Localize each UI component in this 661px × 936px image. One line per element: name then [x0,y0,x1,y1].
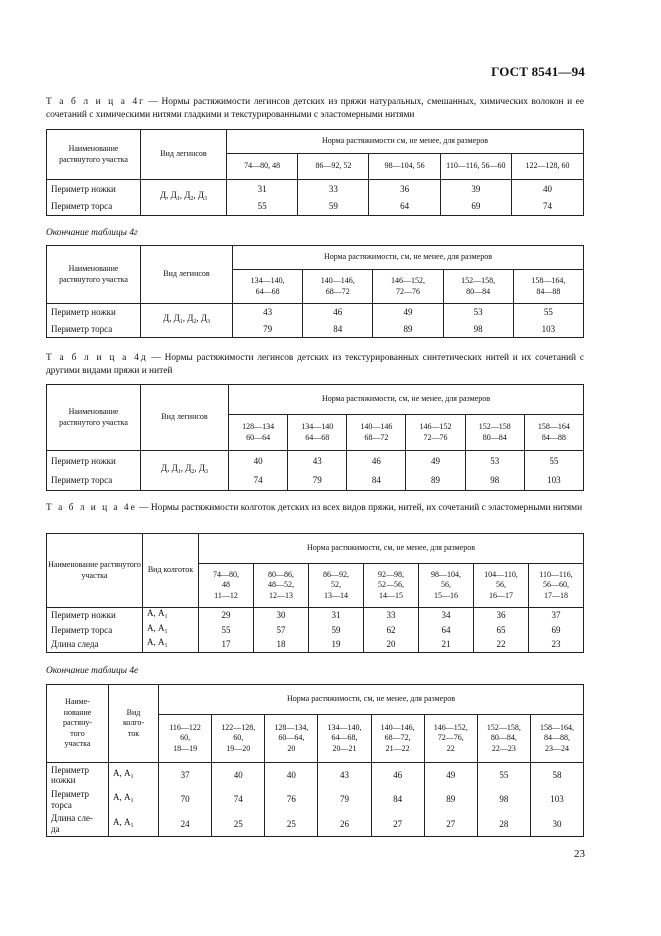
value-cell: 55 [513,304,583,321]
value-cell: 84 [347,471,406,491]
value-cell: 43 [288,451,347,471]
table-4e-caption-text: — Нормы растяжимости колготок детских из всех видов пряжи, нитей, их сочетаний с эластомерными нитями [136,503,583,513]
header-norm: Норма растяжимости, см, не менее, для размеров [229,385,584,415]
header-kind: Вид колго- ток [109,685,159,763]
size-header: 134—140, 64—68 [233,270,303,304]
row-label: Периметр ножки [47,608,143,623]
table-4g-continuation-caption: Окончание таблицы 4г [46,228,138,238]
kind-cell: А, $А_1$ [109,788,159,812]
value-cell: 69 [529,623,584,638]
value-cell: 98 [443,321,513,338]
value-cell: 55 [477,763,530,788]
value-cell: 65 [474,623,529,638]
row-label: Длина следа [47,637,143,652]
header-kind: Вид легинсов [141,130,227,180]
value-cell: 24 [159,812,212,837]
size-header: 146—152 72—76 [406,415,465,451]
table-4g [46,129,584,216]
value-cell: 40 [265,763,318,788]
value-cell: 43 [318,763,371,788]
size-header: 128—134 60—64 [229,415,288,451]
value-cell: 46 [347,451,406,471]
size-header: 134—140, 64—68, 20—21 [318,715,371,763]
value-cell: 64 [419,623,474,638]
value-cell: 40 [229,451,288,471]
value-cell: 49 [373,304,443,321]
value-cell: 89 [406,471,465,491]
value-cell: 79 [318,788,371,812]
size-header: 122—128, 60 [511,154,583,180]
size-header: 140—146, 68—72 [303,270,373,304]
value-cell: 43 [233,304,303,321]
size-header: 116—122 60, 18—19 [159,715,212,763]
table-4e-caption [46,502,584,515]
value-cell: 33 [364,608,419,623]
table-4e-continuation-caption: Окончание таблицы 4е [46,666,139,676]
size-header: 74—80, 48 11—12 [199,564,254,608]
size-header: 122—128, 60, 19—20 [212,715,265,763]
row-label: Периметр ножки [47,180,141,198]
value-cell: 30 [530,812,583,837]
header-kind: Вид легинсов [141,246,233,304]
value-cell: 79 [233,321,303,338]
standard-header: ГОСТ 8541—94 [491,64,585,79]
value-cell: 40 [212,763,265,788]
kind-cell: А, $А_1$ [109,763,159,788]
table-4e-continuation [46,684,584,837]
value-cell: 37 [529,608,584,623]
header-norm: Норма растяжимости, см, не менее, для размеров [233,246,584,270]
value-cell: 36 [474,608,529,623]
value-cell: 58 [530,763,583,788]
kind-cell: Д, $Д_1$, $Д_2$, $Д_3$ [141,304,233,338]
value-cell: 39 [440,180,511,198]
header-kind: Вид легинсов [141,385,229,451]
value-cell: 74 [212,788,265,812]
size-header: 152—158, 80—84, 22—23 [477,715,530,763]
value-cell: 59 [298,198,369,216]
size-header: 152—158, 80—84 [443,270,513,304]
table-4e [46,533,584,653]
value-cell: 49 [424,763,477,788]
size-header: 86—92, 52, 13—14 [309,564,364,608]
size-header: 104—110, 56, 16—17 [474,564,529,608]
value-cell: 57 [254,623,309,638]
kind-cell: Д, $Д_1$, $Д_2$, $Д_3$ [141,451,229,491]
value-cell: 84 [303,321,373,338]
value-cell: 27 [424,812,477,837]
value-cell: 23 [529,637,584,652]
value-cell: 25 [212,812,265,837]
value-cell: 62 [364,623,419,638]
value-cell: 103 [524,471,583,491]
size-header: 92—98, 52—56, 14—15 [364,564,419,608]
size-header: 110—116, 56—60, 17—18 [529,564,584,608]
size-header: 146—152, 72—76 [373,270,443,304]
value-cell: 26 [318,812,371,837]
size-header: 74—80, 48 [227,154,298,180]
header-norm: Норма растяжимости см, не менее, для размеров [227,130,584,154]
header-area: Наименование растянутого участка [47,385,141,451]
row-label: Периметр торса [47,788,109,812]
value-cell: 36 [369,180,440,198]
value-cell: 74 [229,471,288,491]
table-4d-caption-lead: Т а б л и ц а 4д [46,353,148,363]
value-cell: 55 [524,451,583,471]
value-cell: 70 [159,788,212,812]
header-kind: Вид колготок [143,534,199,608]
size-header: 128—134, 60—64, 20 [265,715,318,763]
size-header: 158—164, 84—88, 23—24 [530,715,583,763]
header-norm: Норма растяжимости, см, не менее, для размеров [159,685,584,715]
size-header: 98—104, 56 [369,154,440,180]
header-area: Наименование растянутого участка [47,130,141,180]
value-cell: 21 [419,637,474,652]
value-cell: 53 [465,451,524,471]
value-cell: 98 [465,471,524,491]
size-header: 98—104, 56, 15—16 [419,564,474,608]
size-header: 80—86, 48—52, 12—13 [254,564,309,608]
value-cell: 69 [440,198,511,216]
table-4e-caption-lead: Т а б л и ц а 4е [46,503,137,513]
header-area: Наиме- нование растяну- того участка [47,685,109,763]
table-4g-caption-text: — Нормы растяжимости легинсов детских из пряжи натуральных, смешанных, химических волокон и ее сочетаний с химическими нитями гладкими и текстурированными с эластомерными нитями [46,97,584,120]
size-header: 152—158 80—84 [465,415,524,451]
value-cell: 64 [369,198,440,216]
value-cell: 29 [199,608,254,623]
value-cell: 89 [373,321,443,338]
value-cell: 33 [298,180,369,198]
table-4g-caption [46,96,584,122]
size-header: 146—152, 72—76, 22 [424,715,477,763]
value-cell: 76 [265,788,318,812]
value-cell: 84 [371,788,424,812]
table-4d-caption-text: — Нормы растяжимости легинсов детских из текстурированных синтетических нитей и их сочетаний с другими видами пряжи и нитей [46,353,584,376]
header-area: Наименование растянутого участка [47,534,143,608]
value-cell: 19 [309,637,364,652]
row-label: Периметр ножки [47,763,109,788]
kind-cell: А, $А_1$ [143,637,199,652]
value-cell: 22 [474,637,529,652]
value-cell: 55 [199,623,254,638]
row-label: Периметр торса [47,198,141,216]
value-cell: 59 [309,623,364,638]
value-cell: 103 [513,321,583,338]
value-cell: 34 [419,608,474,623]
table-4g-continuation [46,245,584,338]
table-4d [46,384,584,491]
kind-cell: А, $А_1$ [143,623,199,638]
kind-cell: Д, $Д_1$, $Д_2$, $Д_3$ [141,180,227,216]
value-cell: 27 [371,812,424,837]
value-cell: 40 [511,180,583,198]
value-cell: 79 [288,471,347,491]
row-label: Периметр ножки [47,304,141,321]
row-label: Периметр торса [47,321,141,338]
value-cell: 103 [530,788,583,812]
value-cell: 31 [309,608,364,623]
size-header: 158—164, 84—88 [513,270,583,304]
value-cell: 17 [199,637,254,652]
page-number: 23 [574,848,585,860]
row-label: Периметр торса [47,471,141,491]
size-header: 134—140 64—68 [288,415,347,451]
value-cell: 46 [303,304,373,321]
value-cell: 53 [443,304,513,321]
value-cell: 46 [371,763,424,788]
value-cell: 28 [477,812,530,837]
header-norm: Норма растяжимости, см, не менее, для размеров [199,534,584,564]
size-header: 110—116, 56—60 [440,154,511,180]
value-cell: 98 [477,788,530,812]
row-label: Длина сле- да [47,812,109,837]
row-label: Периметр ножки [47,451,141,471]
value-cell: 89 [424,788,477,812]
table-4g-caption-lead: Т а б л и ц а 4г [46,97,145,107]
header-area: Наименование растянутого участка [47,246,141,304]
size-header: 140—146, 68—72, 21—22 [371,715,424,763]
value-cell: 18 [254,637,309,652]
value-cell: 49 [406,451,465,471]
kind-cell: А, $А_1$ [143,608,199,623]
value-cell: 74 [511,198,583,216]
value-cell: 37 [159,763,212,788]
size-header: 86—92, 52 [298,154,369,180]
value-cell: 30 [254,608,309,623]
row-label: Периметр торса [47,623,143,638]
size-header: 140—146 68—72 [347,415,406,451]
table-4d-caption [46,352,584,378]
value-cell: 55 [227,198,298,216]
value-cell: 20 [364,637,419,652]
size-header: 158—164 84—88 [524,415,583,451]
kind-cell: А, $А_1$ [109,812,159,837]
value-cell: 31 [227,180,298,198]
value-cell: 25 [265,812,318,837]
